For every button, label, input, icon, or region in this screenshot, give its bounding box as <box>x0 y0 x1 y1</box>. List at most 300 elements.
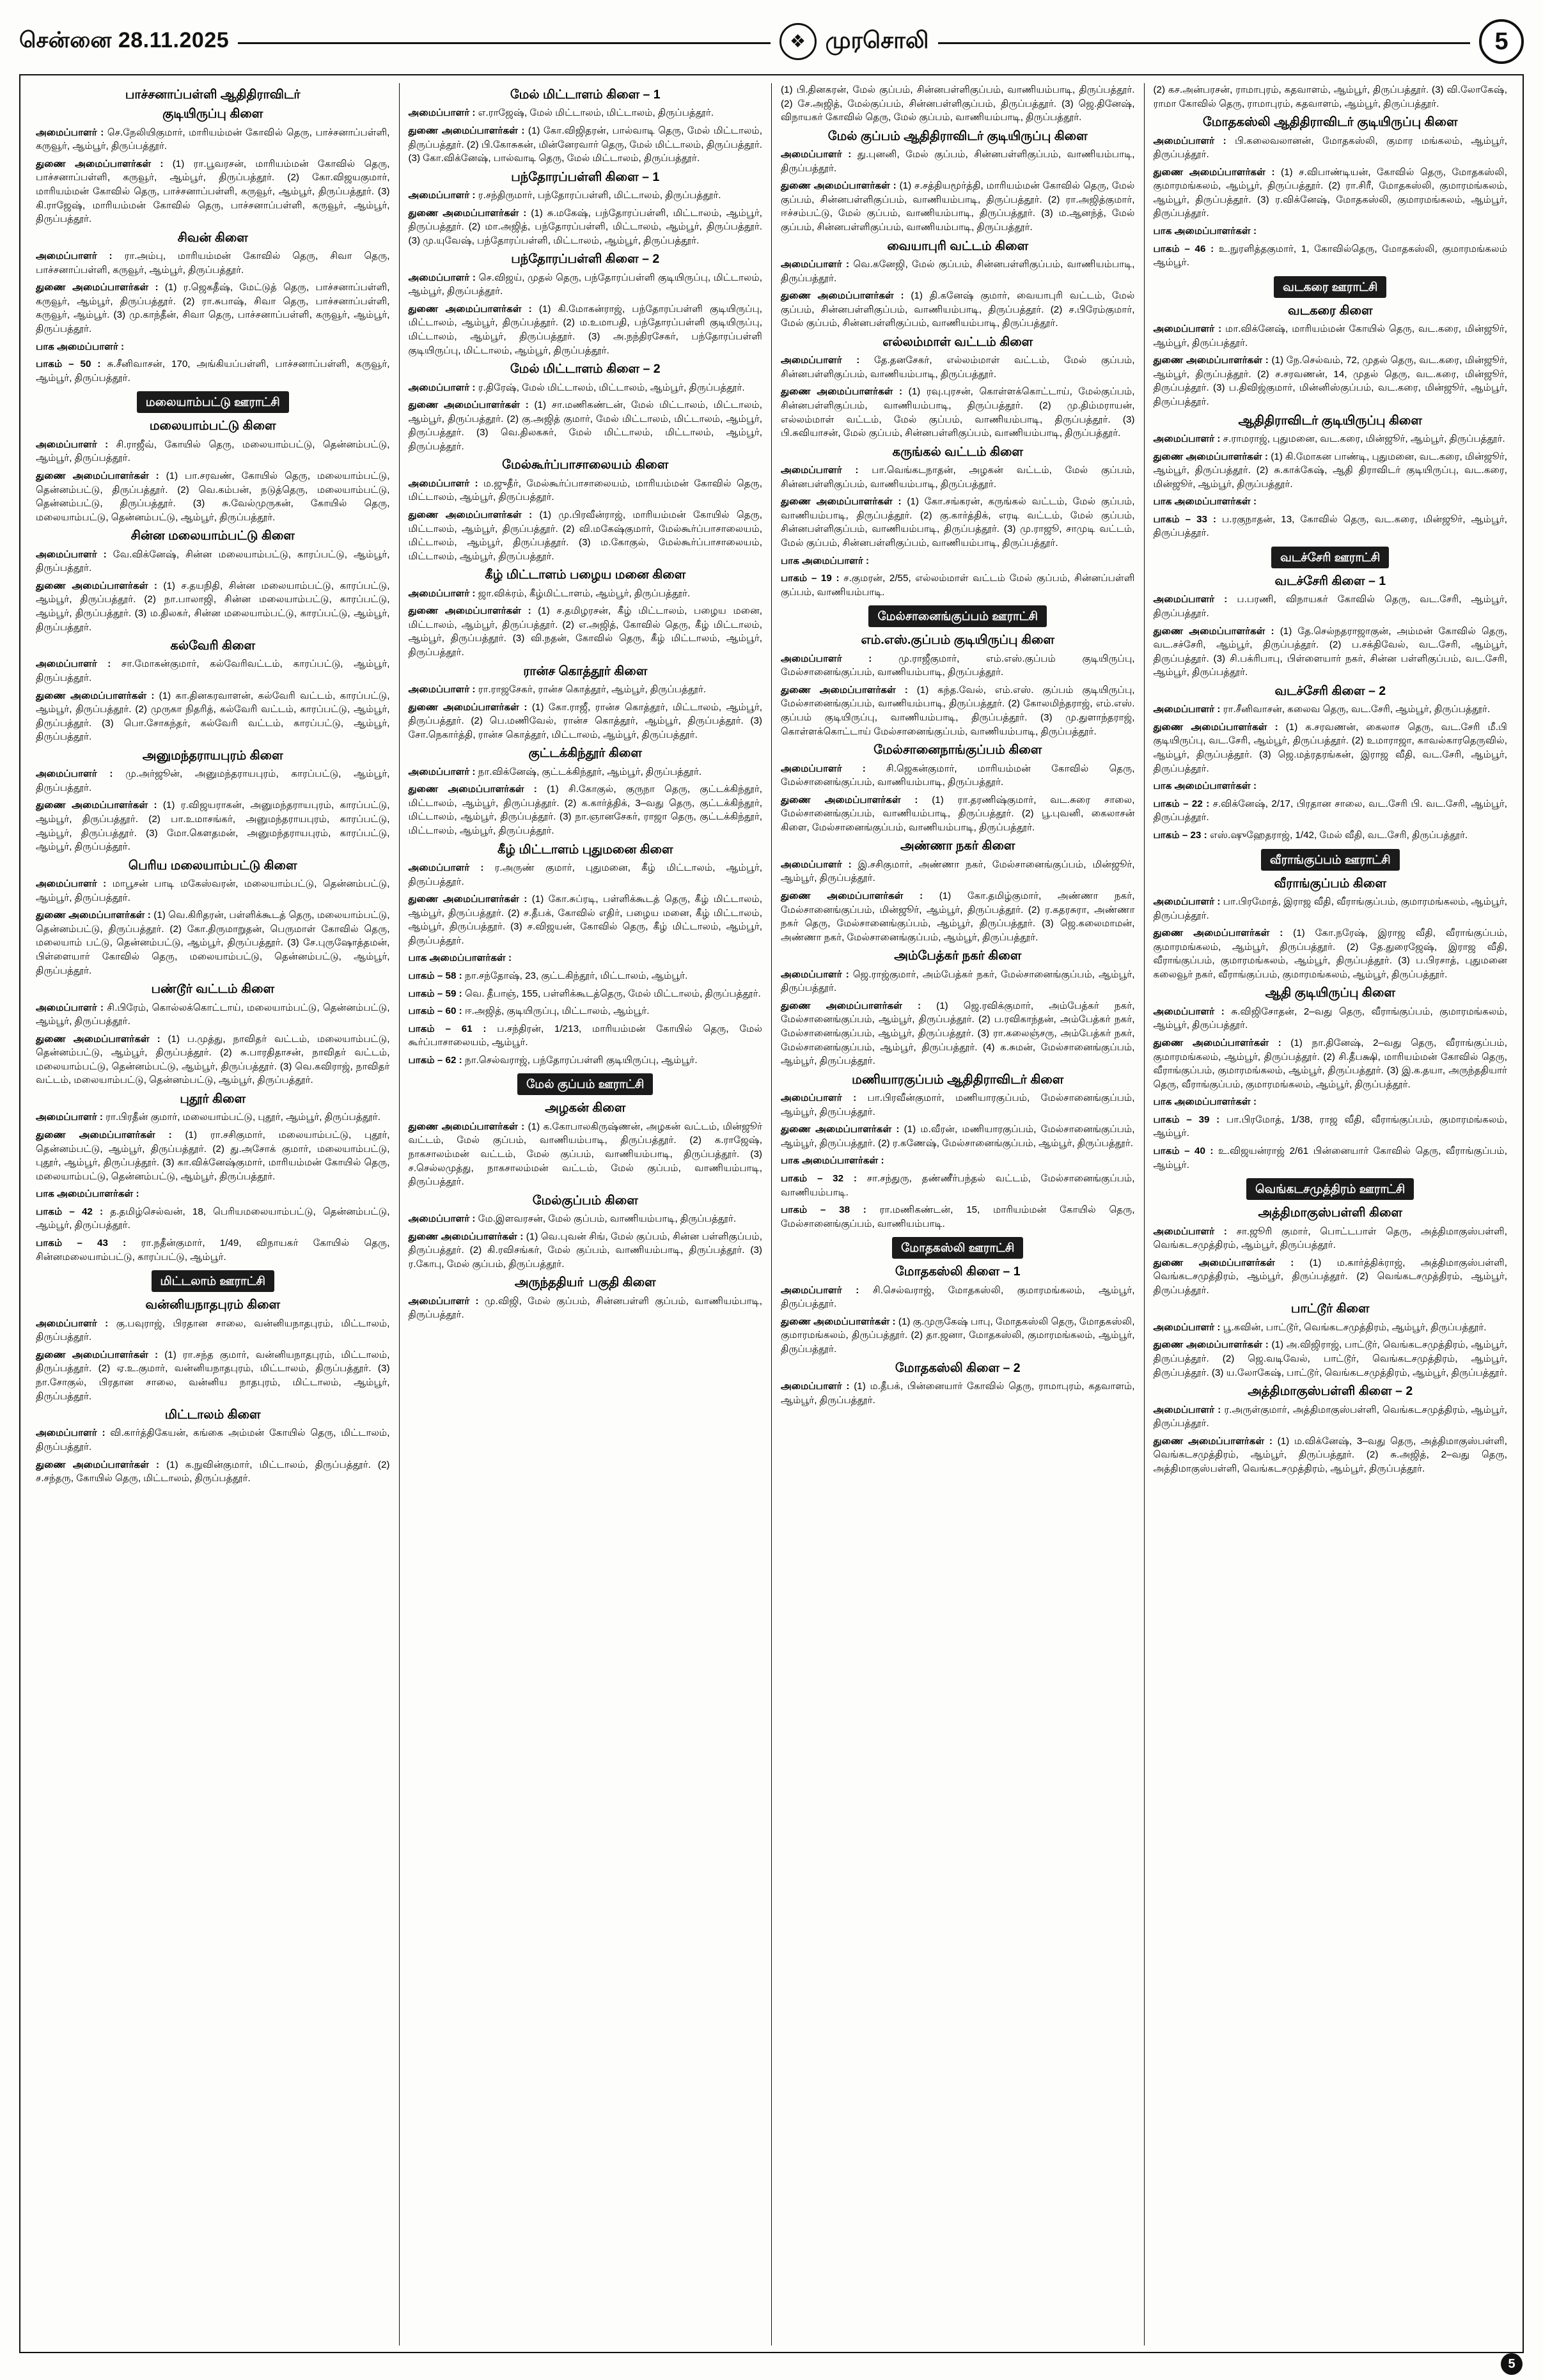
entry-text: நா.சந்தோஷ், 23, குட்டகிந்தூர், மிட்டாலம், ஆம்பூர். <box>464 970 688 981</box>
entry-text: (1) தி.கனேஷ் குமார், வையாபுரி வட்டம், மேல் குப்பம், சின்னபள்ளிகுப்பம், வாணியம்பாடி, திருப்பத்தூர். (2) ச.பிரேம்குமார், மேல் குப்பம், சின்னபள்ளிகுப்பம், வாணியம்பாடி, திருப்பத்தூர். <box>781 290 1135 329</box>
panchayat-banner: வடகரை ஊராட்சி <box>1274 276 1386 298</box>
entry-paragraph <box>36 438 390 465</box>
entry-label: பாக அமைப்பாளர்கள் : <box>1153 1096 1257 1108</box>
entry-paragraph <box>1154 593 1508 620</box>
entry-paragraph <box>781 179 1135 234</box>
entry-text: (1) கோ.நரேஷ், இராஜ வீதி, வீராங்குப்பம், குமாரமங்கலம், ஆம்பூர், திருப்பத்தூர். (2) தே.துரைஜேஷ், இராஜ வீதி, வீராங்குப்பம், குமாரமங்கலம், ஆம்பூர், திருப்பத்தூர். (3) ப.பிரசாத், புதுமனை கலைவூர் நகர், வீராங்குப்பம், குமாரமங்கலம், ஆம்பூர், திருப்பத்தூர். <box>1153 928 1507 980</box>
entry-label: பாகம் – 32 : <box>781 1172 857 1184</box>
entry-label: அமைப்பாளர் : <box>36 548 107 560</box>
panchayat-banner: வடச்சேரி ஊராட்சி <box>1271 547 1389 568</box>
entry-paragraph <box>409 587 763 601</box>
entry-label: பாக அமைப்பாளர்கள் : <box>1153 226 1257 237</box>
branch-heading: கீழ் மிட்டாளம் பழைய மனை கிளை <box>485 568 686 582</box>
branch-heading: மேல்சானைநாங்குப்பம் கிளை <box>873 743 1042 758</box>
entry-text: சி.செல்வராஜ், மோதகஸ்லி, குமாரமங்கலம், ஆம்பூர், திருப்பத்தூர். <box>781 1284 1135 1310</box>
panchayat-banner: மலையாம்பட்டு ஊராட்சி <box>137 391 289 413</box>
entry-label: துணை அமைப்பாளர்கள் : <box>36 1130 172 1141</box>
entry-text: ரா.சீனிவாசன், கலைவ தெரு, வட.சேரி, ஆம்பூர், திருப்பத்தூர். <box>1223 704 1491 715</box>
entry-label: துணை அமைப்பாளர்கள் : <box>781 794 918 805</box>
entry-label: பாகம் – 42 : <box>36 1206 104 1217</box>
entry-text: எஸ்.ஷுஹேதராஜ், 1/42, மேல் வீதி, வட.சேரி, திருப்பத்தூர். <box>1209 829 1468 841</box>
entry-text: மாபூசன் பாடி மகேஸ்வரன், மலையாம்பட்டு, தென்னம்பட்டு, ஆம்பூர், திருப்பத்தூர். <box>36 878 390 903</box>
entry-label: பாக அமைப்பாளர்கள் : <box>1153 496 1257 508</box>
entry-label: பாகம் – 40 : <box>1153 1145 1214 1156</box>
entry-label: அமைப்பாளர் : <box>36 878 107 890</box>
entry-label: துணை அமைப்பாளர்கள் : <box>1153 721 1278 733</box>
entry-label: அமைப்பாளர் : <box>408 1295 479 1307</box>
entry-paragraph <box>1154 926 1508 981</box>
entry-text: (1) கோ.ராஜீ, ரான்ச கொத்தூர், மிட்டாலம், ஆம்பூர், திருப்பத்தூர். (2) பெ.மணிவேல், ரான்ச கொத்தூர், ஆம்பூர், திருப்பத்தூர். (3) சோ.நெகார்த்தி, ரான்ச கொத்தூர், மிட்டாலம், ஆம்பூர், திருப்பத்தூர். <box>408 701 762 740</box>
entry-label: துணை அமைப்பாளர்கள் : <box>408 509 533 521</box>
branch-heading: எல்லம்மாள் வட்டம் கிளை <box>882 334 1033 349</box>
entry-label: அமைப்பாளர் : <box>408 107 476 119</box>
entry-label: துணை அமைப்பாளர்கள் : <box>36 1349 159 1360</box>
entry-label: துணை அமைப்பாளர்கள் : <box>781 290 904 302</box>
branch-heading: புதூர் கிளை <box>180 1092 246 1107</box>
entry-text: எ.ராஜேஷ், மேல் மிட்டாலம், மிட்டாலம், திருப்பத்தூர். <box>478 107 714 119</box>
entry-paragraph <box>409 604 763 659</box>
entry-text: (1) சு.மகேஷ், பந்தோரப்பள்ளி, மிட்டாலம், ஆம்பூர், திருப்பத்தூர். (2) மா.அஜித், பந்தோரப்பள்ளி, மிட்டாலம், ஆம்பூர், திருப்பத்தூர். (3) மு.யுவேஷ், பந்தோரப்பள்ளி, மிட்டாலம், ஆம்பூர், திருப்பத்தூர். <box>408 207 762 246</box>
entry-text: சா.மோகன்குமார், கல்வேரிவட்டம், காரப்பட்டு, ஆம்பூர், திருப்பத்தூர். <box>36 658 390 684</box>
entry-label: அமைப்பாளர் : <box>1153 1321 1221 1333</box>
entry-paragraph <box>409 1054 763 1068</box>
entry-paragraph <box>781 1380 1135 1407</box>
entry-paragraph <box>409 206 763 248</box>
entry-paragraph <box>781 1154 1135 1168</box>
entry-paragraph <box>36 1128 390 1183</box>
entry-label: துணை அமைப்பாளர்கள் : <box>36 470 159 481</box>
entry-label: அமைப்பாளர் : <box>408 478 478 489</box>
entry-label: துணை அமைப்பாளர்கள் : <box>1153 1257 1294 1268</box>
entry-text: நா.செல்வராஜ், பந்தோரப்பள்ளி குடியிருப்பு, ஆம்பூர். <box>464 1054 698 1066</box>
entry-text: மு.ராஜீகுமார், எம்.எஸ்.குப்பம் குடியிருப்பு, மேல்சானைங்குப்பம், வாணியம்பாடி, திருப்பத்தூர். <box>781 653 1135 678</box>
branch-heading: அழகன் கிளை <box>545 1101 626 1116</box>
entry-label: பாகம் – 50 : <box>36 359 101 370</box>
entry-paragraph <box>36 357 390 385</box>
branch-heading: அத்திமாகுஸ்பள்ளி கிளை <box>1258 1206 1402 1220</box>
entry-label: அமைப்பாளர் : <box>36 768 113 780</box>
entry-paragraph <box>1154 828 1508 843</box>
branch-heading: மோதகஸ்லி ஆதிதிராவிடர் குடியிருப்பு கிளை <box>1202 115 1458 130</box>
entry-paragraph <box>409 1230 763 1272</box>
branch-heading: மோதகஸ்லி கிளை – 1 <box>895 1264 1021 1279</box>
entry-paragraph <box>36 469 390 524</box>
branch-heading: மேல் மிட்டாளம் கிளை – 2 <box>510 362 661 377</box>
entry-label: அமைப்பாளர் : <box>781 149 852 160</box>
entry-text: (1) ஜெ.ரவிக்குமார், அம்பேத்கர் நகர், மேல்சானைங்குப்பம், ஆம்பூர், திருப்பத்தூர். (2) ப.ரவிகாந்தன், அம்பேத்கர் நகர், மேல்சானைங்குப்பம், ஆம்பூர், திருப்பத்தூர். (3) ரா.கலைஞ்சரு, அம்பேத்கர் நகர், மேல்சானைங்குப்பம், ஆம்பூர், திருப்பத்தூர். (4) க.சுமன், மேல்சானைங்குப்பம், ஆம்பூர், திருப்பத்தூர். <box>781 1000 1135 1067</box>
entry-paragraph <box>1154 1321 1508 1335</box>
entry-paragraph <box>409 782 763 837</box>
entry-text: மு.விஜி, மேல் குப்பம், சின்னபள்ளி குப்பம், வாணியம்பாடி, திருப்பத்தூர். <box>408 1295 762 1321</box>
entry-paragraph <box>36 157 390 226</box>
entry-label: அமைப்பாளர் : <box>36 1318 109 1329</box>
entry-paragraph <box>36 281 390 336</box>
entry-paragraph <box>409 951 763 965</box>
entry-label: பாகம் – 33 : <box>1153 513 1216 525</box>
entry-text: (1) வெ.கிரிதரன், பள்ளிக்கூடத் தெரு, மலையாம்பட்டு, தென்னம்பட்டு, திருப்பத்தூர். (2) கோ.திருமாறுதன், பெருமாள் கோவில் தெரு, மலையாம் பட்டு, தென்னம்பட்டு, ஆம்பூர், திருப்பத்தூர். (3) சே.புருஷோத்தமன், பிள்ளையார் கோவில் தெரு, மலையாம்பட்டு, தென்னம்பட்டு, ஆம்பூர், திருப்பத்தூர். <box>36 910 390 976</box>
branch-heading: குடியிருப்பு கிளை <box>162 107 263 121</box>
entry-label: அமைப்பாளர் : <box>1153 323 1222 335</box>
entry-text: (1) கோ.சுப்ரடி, பள்ளிக்கூடத் தெரு, கீழ் மிட்டாலம், ஆம்பூர், திருப்பத்தூர். (2) ச.தீபக், கோவில் எதிர், பழைய மனை, கீழ் மிட்டாலம், ஆம்பூர், திருப்பத்தூர். (3) ச.விஜயன், கோவில் தெரு, கீழ் மிட்டாலம், ஆம்பூர், திருப்பத்தூர். <box>408 894 762 946</box>
entry-text: ப.ரகுநாதன், 13, கோவில் தெரு, வட.கரை, மின்ஜூர், ஆம்பூர், திருப்பத்தூர். <box>1153 513 1507 539</box>
branch-heading: கல்வேரி கிளை <box>170 639 256 653</box>
entry-paragraph <box>1154 432 1508 446</box>
content-frame <box>19 74 1524 2353</box>
entry-paragraph <box>1154 703 1508 717</box>
entry-text: (1) கு.முருகேஷ் பாபு, மோதகஸ்லி தெரு, மோதகஸ்லி, குமாரமங்கலம், திருப்பத்தூர். (2) தா.ஜனா, மோதகஸ்லி, குமாரமங்கலம், ஆம்பூர், திருப்பத்தூர். <box>781 1316 1135 1355</box>
entry-label: துணை அமைப்பாளர்கள் : <box>36 1033 161 1045</box>
entry-paragraph <box>781 148 1135 175</box>
entry-paragraph <box>36 1205 390 1233</box>
entry-text: (1) ர.விஜயராகன், அனுமந்தராயபுரம், காரப்பட்டு, ஆம்பூர், திருப்பத்தூர். (2) பா.உமாசங்கர், அனுமந்தராயபுரம், காரப்பட்டு, ஆம்பூர், திருப்பத்தூர். (3) மோ.கௌதமன், அனுமந்தராயபுரம், காரப்பட்டு, ஆம்பூர், திருப்பத்தூர். <box>36 800 390 853</box>
entry-label: துணை அமைப்பாளர்கள் : <box>781 1000 921 1011</box>
entry-label: பாகம் – 43 : <box>36 1238 127 1249</box>
entry-text: உ.நுரளித்தகுமார், 1, கோவில்தெரு, மோதகஸ்லி, குமாரமங்கலம் ஆம்பூர். <box>1153 243 1507 268</box>
entry-label: பாகம் – 59 : <box>408 988 462 999</box>
panchayat-banner: வீராங்குப்பம் ஊராட்சி <box>1261 849 1400 871</box>
entry-text: ர.அருள்குமார், அத்திமாகுஸ்பள்ளி, வெங்கடசமுத்திரம், ஆம்பூர், திருப்பத்தூர். <box>1153 1404 1507 1429</box>
entry-paragraph <box>409 1004 763 1018</box>
entry-text: (1) ச.சத்தியமூர்த்தி, மாரியம்மன் கோவில் தெரு, மேல் குப்பம், சின்னபள்ளிகுப்பம், வாணியம்பாடி, திருப்பத்தூர். (2) ரா.அஜித்குமார், ஈச்சம்பட்டு, மேல் குப்பம், வாணியம்பாடி, திருப்பத்தூர். (3) ம.ஆனந்த், மேல் குப்பம், சின்னபள்ளிகுப்பம், வாணியம்பாடி, திருப்பத்தூர். <box>781 180 1135 233</box>
entry-text: (1) கா.தினகரவாளன், கல்வேரி வட்டம், காரப்பட்டு, ஆம்பூர், திருப்பத்தூர். (2) முருகா நிதரித், கல்வேரி வட்டம், காரப்பட்டு, ஆம்பூர், திருப்பத்தூர். (3) பொ.சோகந்தர், கல்வேரி வட்டம், காரப்பட்டு, ஆம்பூர், திருப்பத்தூர். <box>36 690 390 743</box>
branch-heading: மலையாம்பட்டு கிளை <box>149 419 276 433</box>
entry-label: துணை அமைப்பாளர்கள் : <box>781 890 923 901</box>
entry-paragraph <box>36 1187 390 1201</box>
entry-paragraph <box>409 398 763 453</box>
entry-paragraph <box>36 657 390 685</box>
entry-label: துணை அமைப்பாளர்கள் : <box>781 1316 896 1327</box>
entry-label: பாகம் – 58 : <box>408 970 462 981</box>
entry-label: துணை அமைப்பாளர்கள் : <box>408 303 532 315</box>
entry-label: அமைப்பாளர் : <box>781 1380 850 1392</box>
branch-heading: எம்.எஸ்.குப்பம் குடியிருப்பு கிளை <box>861 633 1055 648</box>
entry-paragraph <box>781 83 1135 125</box>
branch-heading: வீராங்குப்பம் கிளை <box>1274 876 1386 891</box>
entry-paragraph <box>36 126 390 153</box>
entry-label: அமைப்பாளர் : <box>1153 1006 1225 1017</box>
entry-text: ப.சந்திரன், 1/213, மாரியம்மன் கோயில் தெரு, மேல் கூர்ப்பாசாலையம், ஆம்பூர். <box>408 1023 762 1048</box>
entry-label: துணை அமைப்பாளர்கள் : <box>36 910 151 921</box>
entry-text: மு.அர்ஜூன், அனுமந்தராயபுரம், காரப்பட்டு, ஆம்பூர், திருப்பத்தூர். <box>36 768 390 793</box>
entry-text: (1) தே.செல்நதராஜாகுன், அம்மன் கோவில் தெரு, வட.சச்சேரி, ஆம்பூர், திருப்பத்தூர். (2) ப.சக்திவேல், வட.சேரி, ஆம்பூர், திருப்பத்தூர். (3) சி.பக்ரிபாபு, பிள்ளையார் நகர், சின்ன பள்ளிகுப்பம், வட.சேரி, ஆம்பூர், திருப்பத்தூர். <box>1153 625 1507 678</box>
entry-text: (1) கந்த.வேல், எம்.எஸ். குப்பம் குடியிருப்பு, மேல்சானைங்குப்பம், வாணியம்பாடி, திருப்பத்தூர். (2) கோலமிந்தராஜ், எம்.எஸ். குப்பம் குடியிருப்பு, வாணியம்பாடி, திருப்பத்தூர். (3) மு.துளாந்தராஜ், கொள்ளக்கொட்டாய் மேல்சானைங்குப்பம், வாணியம்பாடி, திருப்பத்தூர். <box>781 684 1135 737</box>
entry-text: மே.இளவரசன், மேல் குப்பம், வாணியம்பாடி, திருப்பத்தூர். <box>478 1213 737 1225</box>
entry-text: (1) ச.தயநிதி, சின்ன மலையாம்பட்டு, காரப்பட்டு, ஆம்பூர், திருப்பத்தூர். (2) நா.பாலாஜி, சின்ன மலையாம்பட்டு, காரப்பட்டு, ஆம்பூர், திருப்பத்தூர். (3) ம.திலகர், சின்ன மலையாம்பட்டு, காரப்பட்டு, ஆம்பூர், திருப்பத்தூர். <box>36 580 390 633</box>
entry-paragraph <box>36 1110 390 1124</box>
entry-paragraph <box>1154 720 1508 775</box>
entry-paragraph <box>409 701 763 742</box>
entry-text: (1) நே.செல்வம், 72, முதல் தெரு, வட.கரை, மின்ஜூர், ஆம்பூர், திருப்பத்தூர். (2) ச.சரவணன், 14, முதல் தெரு, வட.கரை, மின்ஜூர், திருப்பத்தூர். (3) ப.திவிஜ்குமார், மின்னிஸ்குப்பம், வட.கரை, மின்ஜூர், ஆம்பூர், திருப்பத்தூர். <box>1153 355 1507 408</box>
entry-text: தே.தனசேகர், எல்லம்மாள் வட்டம், மேல் குப்பம், சின்னபள்ளிகுப்பம், வாணியம்பாடி, திருப்பத்தூர். <box>781 355 1135 380</box>
entry-label: பாக அமைப்பாளர்கள் : <box>1153 781 1257 792</box>
entry-label: அமைப்பாளர் : <box>408 766 476 777</box>
entry-paragraph <box>409 381 763 395</box>
entry-label: அமைப்பாளர் : <box>781 763 866 774</box>
branch-heading: மோதகஸ்லி கிளை – 2 <box>895 1360 1021 1375</box>
branch-heading: மேல்குப்பம் கிளை <box>532 1193 638 1208</box>
entry-text: (1) ரா.சந்த குமார், வன்னியநாதபுரம், மிட்டாலம், திருப்பத்தூர். (2) ஏ.உ.குமார், வன்னியநாதபுரம், மிட்டாலம், திருப்பத்தூர். (3) நா.சோகுல், பிரதான சாலை, வன்னிய நாதபுரம், மிட்டாலம், ஆம்பூர், திருப்பத்தூர். <box>36 1349 390 1402</box>
entry-text: செ.விஜய், முதல் தெரு, பந்தோரப்பள்ளி குடியிருப்பு, மிட்டாலம், ஆம்பூர், திருப்பத்தூர். <box>408 272 762 297</box>
entry-text: வி.கார்த்திகேயன், கங்கை அம்மன் கோயில் தெரு, மிட்டாலம், திருப்பத்தூர். <box>36 1427 390 1453</box>
masthead-logo <box>779 23 929 60</box>
entry-paragraph <box>409 1120 763 1189</box>
peacock-emblem-icon: ❖ <box>779 23 817 60</box>
entry-label: அமைப்பாளர் : <box>36 439 109 450</box>
entry-paragraph <box>1154 1144 1508 1172</box>
entry-label: துணை அமைப்பாளர்கள் : <box>781 684 908 696</box>
entry-text: (1) க.நுவின்குமார், மிட்டாலம், திருப்பத்தூர். (2) ச.சந்தரு, கோயில் தெரு, மிட்டாலம், திருப்பத்தூர். <box>36 1459 390 1484</box>
branch-heading: பண்டூர் வட்டம் கிளை <box>151 982 275 997</box>
branch-heading: அம்பேத்கர் நகர் கிளை <box>894 949 1022 963</box>
entry-label: அமைப்பாளர் : <box>1153 594 1228 605</box>
entry-text: (1) நா.தினேஷ், 2–வது தெரு, வீராங்குப்பம், குமாரமங்கலம், ஆம்பூர், திருப்பத்தூர். (2) சி.தீபக்ஷி, மாரியம்மன் கோவில் தெரு, வீராங்குப்பம், குமாரமங்கலம், ஆம்பூர், திருப்பத்தூர். (3) இ.க.தயா, அருந்ததியார் தெரு, வீராங்குப்பம், குமாரமங்கலம், ஆம்பூர், திருப்பத்தூர். <box>1153 1037 1507 1090</box>
entry-text: ர.சந்திருமார், பந்தோரப்பள்ளி, மிட்டாலம், திருப்பத்தூர். <box>478 190 721 201</box>
entry-text: (1) ம.வீரன், மணியாரகுப்பம், மேல்சானைங்குப்பம், ஆம்பூர், திருப்பத்தூர். (2) ர.கணேஷ், மேல்சானைங்குப்பம், ஆம்பூர், திருப்பத்தூர். <box>781 1124 1135 1149</box>
entry-label: அமைப்பாளர் : <box>1153 896 1221 907</box>
entry-text: (1) வெ.புவன் சிங், மேல் குப்பம், சின்ன பள்ளிகுப்பம், திருப்பத்தூர். (2) கி.ரவிசங்கர், மேல் குப்பம், வாணியம்பாடி, திருப்பத்தூர். (3) ர.கோபு, மேல் குப்பம், திருப்பத்தூர். <box>408 1231 762 1270</box>
entry-text: இ.சசிகுமார், அண்ணா நகர், மேல்சானைங்குப்பம், மின்ஜூர், ஆம்பூர், திருப்பத்தூர். <box>781 859 1135 884</box>
branch-heading: அண்ணா நகர் கிளை <box>900 839 1015 853</box>
entry-paragraph <box>1154 1225 1508 1252</box>
entry-paragraph <box>1154 797 1508 825</box>
branch-heading: பந்தோரப்பள்ளி கிளை – 2 <box>511 252 660 267</box>
entry-label: துணை அமைப்பாளர்கள் : <box>781 1124 900 1135</box>
entry-text: (1) கோ.சங்கரன், கருங்கல் வட்டம், மேல் குப்பம், வாணியம்பாடி, திருப்பத்தூர். (2) கு.கார்த்திக், எரடி வட்டம், மேல் குப்பம், சின்னபள்ளிகுப்பம், வாணியம்பாடி, திருப்பத்தூர். (3) மு.ராஜூ, சாமுடி வட்டம், மேல் குப்பம், சின்னபள்ளிகுப்பம், வாணியம்பாடி, திருப்பத்தூர். <box>781 496 1135 548</box>
entry-text: பூ.கவின், பாட்டூர், வெங்கடசமுத்திரம், ஆம்பூர், திருப்பத்தூர். <box>1223 1321 1487 1333</box>
entry-label: அமைப்பாளர் : <box>781 653 872 664</box>
entry-label: அமைப்பாளர் : <box>1153 135 1226 146</box>
entry-text: (1) ர.ஜெகதீஷ், மேட்டுத் தெரு, பாச்சனாப்பள்ளி, கருவூர், ஆம்பூர், திருப்பத்தூர். (2) ரா.சுபாஷ், சிவா தெரு, பாச்சனாப்பள்ளி, கருவூர், ஆம்பூர். (3) மு.காந்தீன், சிவா தெரு, பாச்சனாப்பள்ளி, கருவூர், ஆம்பூர், திருப்பத்தூர். <box>36 282 390 335</box>
entry-label: துணை அமைப்பாளர்கள் : <box>408 605 531 617</box>
entry-paragraph <box>1154 166 1508 221</box>
branch-heading: மிட்டாலம் கிளை <box>164 1408 261 1422</box>
entry-paragraph <box>36 1001 390 1029</box>
entry-label: அமைப்பாளர் : <box>408 272 476 283</box>
entry-text: சி.ஜெகன்குமார், மாரியம்மன் கோவில் தெரு, மேல்சானைங்குப்பம், வாணியம்பாடி, திருப்பத்தூர். <box>781 763 1135 788</box>
entry-label: துணை அமைப்பாளர்கள் : <box>36 580 157 591</box>
entry-text: (1) மு.பிரவீன்ராஜ், மாரியம்மன் கோயில் தெரு, மிட்டாலம், ஆம்பூர், திருப்பத்தூர். (2) வி.மகேஷ்குமார், மேல்கூர்ப்பாசாலையம், மிட்டாலம், ஆம்பூர், திருப்பத்தூர். (3) ம.கோகுல், மேல்கூர்ப்பாசாலையம், மிட்டாலம், ஆம்பூர், திருப்பத்தூர். <box>408 509 762 562</box>
entry-paragraph <box>1154 895 1508 922</box>
entry-paragraph <box>781 1315 1135 1357</box>
entry-paragraph <box>409 508 763 563</box>
entry-label: துணை அமைப்பாளர்கள் : <box>408 125 525 136</box>
entry-text: உ.விஜயன்ராஜ் 2/61 பின்னையார் கோவில் தெரு, வீராங்குப்பம், ஆம்பூர். <box>1153 1145 1507 1171</box>
entry-paragraph <box>1154 83 1508 111</box>
entry-paragraph <box>409 892 763 947</box>
entry-label: அமைப்பாளர் : <box>781 859 852 870</box>
entry-label: அமைப்பாளர் : <box>1153 704 1221 715</box>
branch-heading: கருங்கல் வட்டம் கிளை <box>892 444 1024 459</box>
branch-heading: பாச்சனாப்பள்ளி ஆதிதிராவிடர் <box>125 88 301 102</box>
entry-paragraph <box>781 968 1135 995</box>
entry-label: அமைப்பாளர் : <box>781 258 850 270</box>
entry-paragraph <box>781 889 1135 944</box>
entry-paragraph <box>36 340 390 354</box>
entry-label: பாகம் – 60 : <box>408 1006 462 1017</box>
page-number-badge: 5 <box>1479 19 1524 64</box>
entry-label: அமைப்பாளர் : <box>408 190 476 201</box>
branch-heading: அத்திமாகுஸ்பள்ளி கிளை – 2 <box>1248 1384 1413 1399</box>
entry-paragraph <box>781 495 1135 550</box>
publication-title: முரசொலி <box>825 26 929 53</box>
entry-text: (1) ப.முத்து, நாவிதர் வட்டம், மலையாம்பட்டு, தென்னம்பட்டு, ஆம்பூர், திருப்பத்தூர். (2) சு.பாரதிதாசன், நாவிதர் வட்டம், மலையாம்பட்டு, தென்னம்பட்டு, ஆம்பூர், திருப்பத்தூர். (3) வெ.கவிராஜ், நாவிதர் வட்டம், மலையாம்பட்டு, தென்னம்பட்டு, ஆம்பூர், திருப்பத்தூர். <box>36 1033 390 1086</box>
branch-heading: மணியாரகுப்பம் ஆதிதிராவிடர் கிளை <box>852 1072 1064 1087</box>
branch-heading: சிவன் கிளை <box>177 230 248 245</box>
entry-label: பாகம் – 46 : <box>1153 243 1214 254</box>
entry-label: பாகம் – 23 : <box>1153 829 1207 841</box>
entry-label: துணை அமைப்பாளர்கள் : <box>1153 1435 1273 1447</box>
entry-text: வே.விக்னேஷ், சின்ன மலையாம்பட்டு, காரப்பட்டு, ஆம்பூர், திருப்பத்தூர். <box>36 548 390 574</box>
entry-text: ரா.பிரதீன் குமார், மலையாம்பட்டு, புதூர், ஆம்பூர், திருப்பத்தூர். <box>106 1112 380 1123</box>
entry-text: (1) ரா.சசிகுமார், மலையாம்பட்டு, புதூர், தென்னம்பட்டு, ஆம்பூர், திருப்பத்தூர். (2) து.அசோக் குமார், மலையாம்பட்டு, புதூர், ஆம்பூர், திருப்பத்தூர். (3) கா.விக்னேஷ்குமார், மாரியம்மன் கோயில் தெரு, மலையாம்பட்டு, தென்னம்பட்டு, ஆம்பூர், திருப்பத்தூர். <box>36 1130 390 1182</box>
entry-paragraph <box>1154 1403 1508 1431</box>
entry-label: அமைப்பாளர் : <box>408 587 476 599</box>
branch-heading: ரான்ச கொத்தூர் கிளை <box>523 664 648 678</box>
entry-label: அமைப்பாளர் : <box>408 382 476 393</box>
branch-heading: மேல் குப்பம் ஆதிதிராவிடர் குடியிருப்பு கிளை <box>827 128 1088 143</box>
entry-paragraph <box>1154 513 1508 540</box>
entry-paragraph <box>1154 1005 1508 1032</box>
entry-paragraph <box>1154 495 1508 509</box>
entry-text: வெ. தீபாஞ், 155, பள்ளிக்கூடத்தெரு, மேல் மிட்டாலம், திருப்பத்தூர். <box>464 988 761 999</box>
entry-paragraph <box>1154 1036 1508 1091</box>
entry-text: ரா.ராஜசேகர், ரான்ச கொத்தூர், ஆம்பூர், திருப்பத்தூர். <box>478 683 707 695</box>
entry-text: ரா.அம்பு, மாரியம்மன் கோவில் தெரு, சிவா தெரு, பாச்சனாப்பள்ளி, கருவூர், ஆம்பூர், திருப்பத்தூர். <box>36 251 390 276</box>
entry-text: (1) ம.கார்த்திக்ராஜ், அத்திமாகுஸ்பள்ளி, வெங்கடசமுத்திரம், ஆம்பூர், திருப்பத்தூர். (2) வெங்கடசமுத்திரம், ஆம்பூர், திருப்பத்தூர். <box>1153 1257 1507 1296</box>
entry-label: துணை அமைப்பாளர்கள் : <box>408 207 527 219</box>
entry-label: துணை அமைப்பாளர்கள் : <box>1153 166 1275 178</box>
entry-paragraph <box>36 767 390 795</box>
entry-label: துணை அமைப்பாளர்கள் : <box>781 180 897 192</box>
entry-paragraph <box>36 798 390 853</box>
branch-heading: மேல் மிட்டாளம் கிளை – 1 <box>510 88 661 102</box>
entry-label: துணை அமைப்பாளர்கள் : <box>1153 625 1274 637</box>
branch-heading: குட்டக்கிந்தூர் கிளை <box>528 746 642 761</box>
entry-paragraph <box>781 683 1135 738</box>
entry-text: (1) க.சரவணன், கைலாச தெரு, வட.சேரி மீ.பி குடியிருப்பு, வட.சேரி, ஆம்பூர், திருப்பத்தூர். (2) உமாராஜா, காவல்காரதெருவில், ஆம்பூர், திருப்பத்தூர். (3) ஜெ.மத்ரதரங்கன், இராஜ வீதி, வட.சேரி, ஆம்பூர், திருப்பத்தூர். <box>1153 721 1507 774</box>
entry-paragraph <box>409 987 763 1001</box>
panchayat-banner: மேல் குப்பம் ஊராட்சி <box>517 1073 653 1095</box>
entry-text: சா.சந்துரு, தண்ணீர்பந்தல் வட்டம், மேல்சானைங்குப்பம், வாணியம்பாடி. <box>781 1172 1135 1198</box>
entry-text: பா.பிரமோத், இராஜ வீதி, வீராங்குப்பம், குமாரமங்கலம், ஆம்பூர், திருப்பத்தூர். <box>1153 896 1507 921</box>
entry-paragraph <box>36 1032 390 1087</box>
entry-paragraph <box>781 999 1135 1068</box>
entry-label: துணை அமைப்பாளர்கள் : <box>408 400 529 411</box>
entry-paragraph <box>1154 322 1508 350</box>
entry-paragraph <box>781 858 1135 885</box>
entry-label: பாகம் – 38 : <box>781 1204 866 1216</box>
entry-text: பா.பிரவீன்குமார், மணியாரகுப்பம், மேல்சானைங்குப்பம், ஆம்பூர், திருப்பத்தூர். <box>781 1093 1135 1117</box>
entry-text: ப.பரணி, விநாயகர் கோவில் தெரு, வட.சேரி, ஆம்பூர், திருப்பத்தூர். <box>1153 594 1507 619</box>
entry-text: பா.பிரமோத், 1/38, ராஜ வீதி, வீராங்குப்பம், குமாரமங்கலம், ஆம்பூர். <box>1153 1114 1507 1139</box>
entry-label: அமைப்பாளர் : <box>36 251 113 262</box>
entry-label: பாக அமைப்பாளர் : <box>781 555 870 566</box>
entry-paragraph <box>409 106 763 120</box>
entry-label: துணை அமைப்பாளர்கள் : <box>1153 1339 1269 1351</box>
entry-paragraph <box>1154 242 1508 270</box>
entry-label: பாக அமைப்பாளர்கள் : <box>408 953 512 964</box>
entry-paragraph <box>409 765 763 779</box>
text-column-1 <box>27 83 400 2345</box>
entry-text: து.புனனி, மேல் குப்பம், சின்னபள்ளிகுப்பம், வாணியம்பாடி, திருப்பத்தூர். <box>781 149 1135 174</box>
entry-paragraph <box>409 683 763 697</box>
branch-heading: வன்னியநாதபுரம் கிளை <box>145 1298 281 1312</box>
branch-heading: அனுமந்தராயபுரம் கிளை <box>142 748 283 763</box>
entry-text: (1) கி.மோகன பாண்டி, புதுமனை, வட.கரை, மின்ஜூர், ஆம்பூர், திருப்பத்தூர். (2) சு.காக்கேஷ், ஆதி திராவிடர் குடியிருப்பு, வட.கரை, மின்ஜூர், ஆம்பூர், திருப்பத்தூர். <box>1153 451 1507 490</box>
entry-text: (1) க.கோபாலகிருஷ்ணன், அழகன் வட்டம், மின்ஜூர் வட்டம், மேல் குப்பம், வாணியம்பாடி, திருப்பத்தூர். (2) க.ராஜேஷ், நாகசாலம்மன் வட்டம், மேல் குப்பம், வாணியம்பாடி, திருப்பத்தூர். (3) ச.செல்லமுத்து, நாகசாலம்மன் வட்டம், மேல் குப்பம், வாணியம்பாடி, திருப்பத்தூர். <box>408 1121 762 1188</box>
entry-label: அமைப்பாளர் : <box>781 1284 859 1296</box>
entry-text: பா.வெங்கடநாதன், அழகன் வட்டம், மேல் குப்பம், சின்னபள்ளிகுப்பம், வாணியம்பாடி, திருப்பத்தூர். <box>781 465 1135 490</box>
entry-text: (1) கோ.தமிழ்குமார், அண்ணா நகர், மேல்சானைங்குப்பம், மின்ஜூர், ஆம்பூர், திருப்பத்தூர். (2) ர.கதரசுரா, அண்ணா நகர் தெரு, மேல்சானைங்குப்பம், ஆம்பூர், திருப்பத்தூர். (3) ஜெ.கலைமாமன், அண்ணா நகர், மேல்சானைங்குப்பம், ஆம்பூர், திருப்பத்தூர். <box>781 890 1135 943</box>
entry-text: சு.சீனிவாசன், 170, அங்கியப்பள்ளி, பாச்சனாப்பள்ளி, கருவூர், ஆம்பூர், திருப்பத்தூர். <box>36 359 390 384</box>
entry-paragraph <box>409 124 763 166</box>
branch-heading: அருந்ததியா் பகுதி கிளை <box>514 1275 656 1290</box>
entry-paragraph <box>781 1091 1135 1119</box>
entry-paragraph <box>36 1317 390 1344</box>
entry-paragraph <box>781 1284 1135 1311</box>
entry-text: ச.ராமராஜ், புதுமனை, வட.கரை, மின்ஜூர், ஆம்பூர், திருப்பத்தூர். <box>1223 433 1505 444</box>
entry-paragraph <box>781 1123 1135 1150</box>
entry-label: துணை அமைப்பாளர்கள் : <box>36 690 155 701</box>
entry-paragraph <box>781 463 1135 491</box>
entry-text: (1) சா.மணிகண்டன், மேல் மிட்டாலம், மிட்டாலம், ஆம்பூர், திருப்பத்தூர். (2) கு.அஜித் குமார், மேல் மிட்டாலம், மிட்டாலம், ஆம்பூர், திருப்பத்தூர். (3) வெ.திலகசுர், மேல் மிட்டாலம், மிட்டாலம், ஆம்பூர், திருப்பத்தூர். <box>408 400 762 452</box>
entry-label: பாக அமைப்பாளர்கள் : <box>36 1188 139 1200</box>
entry-paragraph <box>1154 1256 1508 1298</box>
entry-text: (1) அ.விஜிராஜ், பாட்டூர், வெங்கடசமுத்திரம், ஆம்பூர், திருப்பத்தூர். (2) ஜெ.வடிவேல், பாட்டூர், வெங்கடசமுத்திரம், ஆம்பூர், திருப்பத்தூர். (3) ய.லோகேஷ், பாட்டூர், வெங்கடசமுத்திரம், ஆம்பூர், திருப்பத்தூர். <box>1153 1339 1507 1378</box>
branch-heading: வடச்சேரி கிளை – 2 <box>1274 683 1386 698</box>
entry-text: வெ.கனேஜி, மேல் குப்பம், சின்னபள்ளிகுப்பம், வாணியம்பாடி, திருப்பத்தூர். <box>781 258 1135 284</box>
entry-text: (1) ரா.தரணிஷ்குமார், வட.சுரை சாலை, மேல்சானைங்குப்பம், வாணியம்பாடி, திருப்பத்தூர். (2) பூ.புவனி, கைலாசன் கிளை, மேல்சானைங்குப்பம், வாணியம்பாடி, திருப்பத்தூர். <box>781 794 1135 833</box>
entry-paragraph <box>1154 1113 1508 1140</box>
panchayat-banner: மேல்சானைங்குப்பம் ஊராட்சி <box>868 605 1047 627</box>
entry-paragraph <box>1154 625 1508 680</box>
entry-text: செ.நேலியிகுமார், மாரியம்மன் கோவில் தெரு, பாச்சனாப்பள்ளி, கருவூர், ஆம்பூர், திருப்பத்தூர். <box>36 127 390 152</box>
text-column-4 <box>1145 83 1517 2345</box>
entry-text: (1) ச.விபாண்டியன், கோவில் தெரு, மோதகஸ்லி, குமாரமங்கலம், ஆம்பூர், திருப்பத்தூர். (2) ரா.சிரீ, மோதகஸ்லி, குமாரமங்கலம், ஆம்பூர், திருப்பத்தூர். (3) ர.விக்னேஷ், மோதகஸ்லி, குமாரமங்கலம், ஆம்பூர், திருப்பத்தூர். <box>1153 166 1507 219</box>
branch-heading: பந்தோரப்பள்ளி கிளை – 1 <box>511 169 660 184</box>
entry-label: பாகம் – 62 : <box>408 1054 462 1066</box>
entry-label: அமைப்பாளர் : <box>36 1112 103 1123</box>
entry-text: ரா.நதீன்குமார், 1/49, விநாயகர் கோயில் தெரு, சின்னமலையாம்பட்டு, காரப்பட்டு, ஆம்பூர். <box>36 1238 390 1263</box>
entry-label: துணை அமைப்பாளர்கள் : <box>1153 928 1283 939</box>
panchayat-banner: மிட்டலாம் ஊராட்சி <box>152 1270 274 1292</box>
entry-label: அமைப்பாளர் : <box>408 862 484 873</box>
branch-heading: ஆதி குடியிருப்பு கிளை <box>1265 986 1395 1000</box>
entry-paragraph <box>1154 450 1508 492</box>
entry-paragraph <box>36 689 390 744</box>
branch-heading: வடகரை கிளை <box>1287 303 1373 318</box>
branch-heading: சின்ன மலையாம்பட்டு கிளை <box>130 529 295 543</box>
entry-text: (1) ம.விக்னேஷ், 3–வது தெரு, அத்திமாகுஸ்பள்ளி, வெங்கடசமுத்திரம், ஆம்பூர், திருப்பத்தூர். (2) சு.அஜித், 2–வது தெரு, அத்திமாகுஸ்பள்ளி, வெங்கடசமுத்திரம், ஆம்பூர், திருப்பத்தூர். <box>1153 1435 1507 1474</box>
entry-text: (2) கச.அன்பரசன், ராமாபுரம், கதவாளம், ஆம்பூர், திருப்பத்தூர். (3) வி.லோகேஷ், ராமா கோவில் தெரு, ராமாபுரம், கதவாளம், ஆம்பூர், திருப்பத்தூர். <box>1153 84 1507 109</box>
entry-label: துணை அமைப்பாளர்கள் : <box>36 158 164 169</box>
entry-paragraph <box>781 258 1135 285</box>
entry-paragraph <box>36 548 390 575</box>
entry-paragraph <box>1154 224 1508 238</box>
entry-paragraph <box>36 1348 390 1403</box>
entry-label: துணை அமைப்பாளர்கள் : <box>1153 355 1269 366</box>
entry-text: ச.குமரன், 2/55, எல்லம்மாள் வட்டம் மேல் குப்பம், சின்னப்பள்ளி குப்பம், வாணியம்பாடி. <box>781 573 1135 598</box>
entry-paragraph <box>1154 1338 1508 1380</box>
entry-paragraph <box>1154 1095 1508 1109</box>
entry-label: அமைப்பாளர் : <box>36 1002 104 1013</box>
entry-label: பாகம் – 22 : <box>1153 798 1210 809</box>
entry-paragraph <box>36 1458 390 1486</box>
entry-label: பாக அமைப்பாளர் : <box>36 341 125 352</box>
branch-heading: பாட்டூர் கிளை <box>1290 1302 1370 1316</box>
entry-label: துணை அமைப்பாளர்கள் : <box>1153 1037 1281 1048</box>
masthead-rule-right <box>938 42 1470 44</box>
